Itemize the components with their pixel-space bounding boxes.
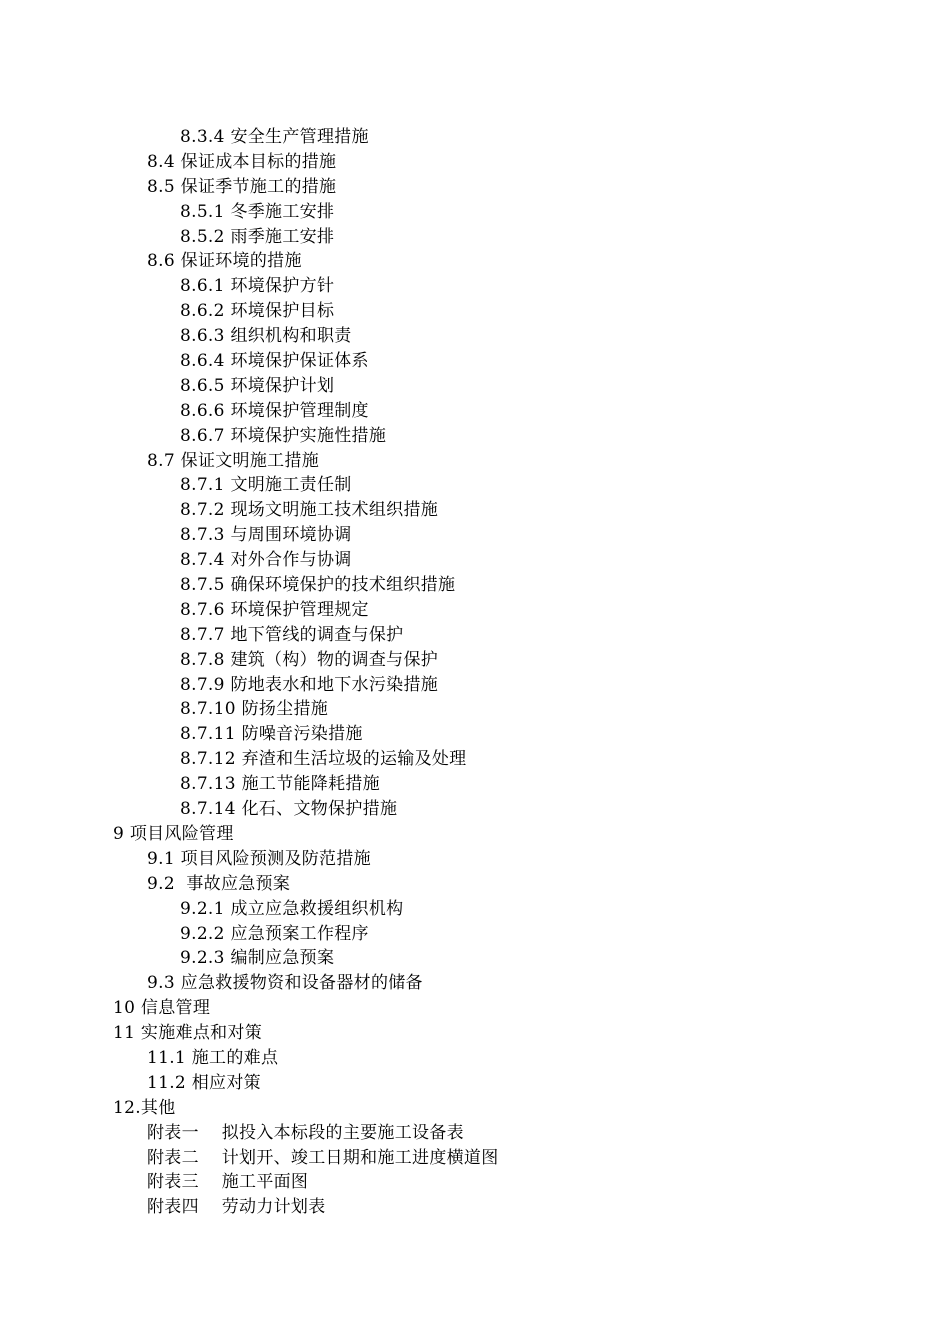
toc-entry-8-7-5: 8.7.5 确保环境保护的技术组织措施 (180, 575, 456, 596)
toc-entry-8-4: 8.4 保证成本目标的措施 (147, 151, 337, 172)
toc-entry-8-6-5: 8.6.5 环境保护计划 (180, 375, 335, 396)
toc-entry-appendix-1: 附表一 拟投入本标段的主要施工设备表 (147, 1122, 464, 1143)
toc-entry-8-7-12: 8.7.12 弃渣和生活垃圾的运输及处理 (180, 749, 467, 770)
toc-entry-9-2-3: 9.2.3 编制应急预案 (180, 948, 335, 969)
toc-entry-appendix-2: 附表二 计划开、竣工日期和施工进度横道图 (147, 1147, 499, 1168)
toc-entry-10: 10 信息管理 (113, 998, 211, 1019)
toc-entry-8-7-1: 8.7.1 文明施工责任制 (180, 475, 352, 496)
toc-entry-8-7-10: 8.7.10 防扬尘措施 (180, 699, 329, 720)
toc-entry-12: 12.其他 (113, 1097, 176, 1118)
toc-entry-9-2-1: 9.2.1 成立应急救援组织机构 (180, 898, 404, 919)
toc-entry-8-7-11: 8.7.11 防噪音污染措施 (180, 724, 363, 745)
toc-entry-11-2: 11.2 相应对策 (147, 1072, 261, 1093)
toc-entry-appendix-3: 附表三 施工平面图 (147, 1172, 309, 1193)
toc-entry-8-6-6: 8.6.6 环境保护管理制度 (180, 400, 369, 421)
toc-entry-11-1: 11.1 施工的难点 (147, 1047, 279, 1068)
toc-entry-8-7-14: 8.7.14 化石、文物保护措施 (180, 799, 398, 820)
toc-entry-9-3: 9.3 应急救援物资和设备器材的储备 (147, 973, 423, 994)
toc-entry-8-5-1: 8.5.1 冬季施工安排 (180, 201, 335, 222)
toc-entry-11: 11 实施难点和对策 (113, 1023, 263, 1044)
toc-entry-8-6-1: 8.6.1 环境保护方针 (180, 276, 335, 297)
toc-entry-8-7-3: 8.7.3 与周围环境协调 (180, 525, 352, 546)
toc-entry-8-6-3: 8.6.3 组织机构和职责 (180, 326, 352, 347)
toc-entry-8-6-4: 8.6.4 环境保护保证体系 (180, 351, 369, 372)
toc-entry-9: 9 项目风险管理 (113, 823, 234, 844)
toc-entry-appendix-4: 附表四 劳动力计划表 (147, 1197, 326, 1218)
toc-entry-8-7-8: 8.7.8 建筑（构）物的调查与保护 (180, 649, 439, 670)
toc-entry-8-7-6: 8.7.6 环境保护管理规定 (180, 599, 369, 620)
toc-entry-8-7-4: 8.7.4 对外合作与协调 (180, 550, 352, 571)
toc-entry-8-5-2: 8.5.2 雨季施工安排 (180, 226, 335, 247)
toc-entry-8-7-7: 8.7.7 地下管线的调查与保护 (180, 624, 404, 645)
toc-entry-8-7: 8.7 保证文明施工措施 (147, 450, 320, 471)
toc-entry-8-3-4: 8.3.4 安全生产管理措施 (180, 127, 369, 147)
toc-entry-8-6-2: 8.6.2 环境保护目标 (180, 301, 335, 322)
table-of-contents (0, 125, 950, 1220)
toc-entry-9-1: 9.1 项目风险预测及防范措施 (147, 848, 371, 869)
toc-entry-9-2: 9.2 事故应急预案 (147, 873, 291, 894)
toc-entry-8-6: 8.6 保证环境的措施 (147, 251, 302, 272)
toc-entry-8-6-7: 8.6.7 环境保护实施性措施 (180, 425, 387, 446)
toc-entry-9-2-2: 9.2.2 应急预案工作程序 (180, 923, 369, 944)
toc-entry-8-7-9: 8.7.9 防地表水和地下水污染措施 (180, 674, 439, 695)
toc-entry-8-7-2: 8.7.2 现场文明施工技术组织措施 (180, 500, 439, 521)
toc-entry-8-5: 8.5 保证季节施工的措施 (147, 176, 337, 197)
toc-entry-8-7-13: 8.7.13 施工节能降耗措施 (180, 774, 380, 795)
